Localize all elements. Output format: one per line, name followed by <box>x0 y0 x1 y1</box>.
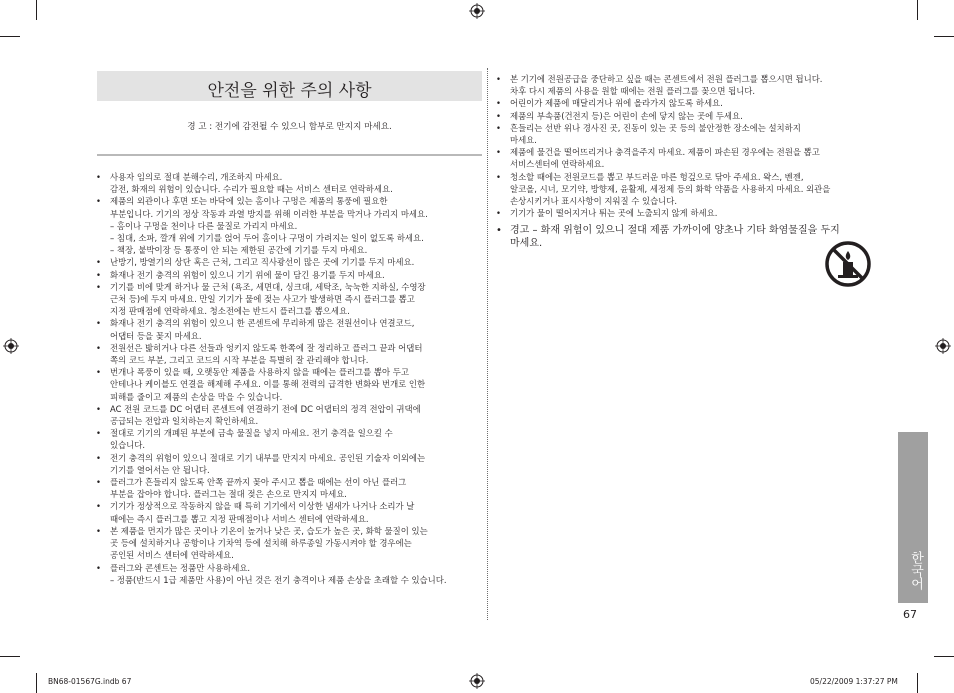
bullet: • <box>496 110 501 121</box>
registration-mark-icon <box>3 338 19 354</box>
shock-warning: 경 고 : 전기에 감전될 수 있으니 함부로 만지지 마세요. <box>187 122 392 132</box>
list-item-line: 제품의 부속품(건전지 등)은 어린이 손에 닿지 않는 곳에 두세요. <box>510 110 743 121</box>
bullet: • <box>96 281 101 292</box>
list-item-line: 본 제품을 먼지가 많은 곳이나 기온이 높거나 낮은 곳, 습도가 높은 곳, 화학 물질이 있는 <box>110 525 428 536</box>
bullet: • <box>96 452 101 463</box>
bullet: • <box>96 428 101 439</box>
crop-mark <box>934 656 954 657</box>
bullet: • <box>96 525 101 536</box>
page-title: 안전을 위한 주의 사항 <box>207 81 372 101</box>
list-item-line: 제품에 물건을 떨어뜨리거나 충격을주지 마세요. 제품이 파손된 경우에는 전원을 뽑고 <box>510 147 820 158</box>
bullet: • <box>96 318 101 329</box>
list-item <box>96 562 488 586</box>
list-item-line: 공급되는 전압과 일치하는지 확인하세요. <box>110 416 259 427</box>
left-column <box>96 171 488 586</box>
list-item-line: 전기 충격의 위험이 있으니 절대로 기기 내부를 만지지 마세요. 공인된 기술자 이외에는 <box>110 452 426 463</box>
registration-mark-icon <box>469 673 485 689</box>
no-open-flame-icon <box>824 240 872 288</box>
bullet: • <box>496 122 501 133</box>
list-item <box>496 73 888 97</box>
list-item-line: 플러그와 콘센트는 정품만 사용하세요. <box>110 562 251 573</box>
bullet: • <box>96 269 101 280</box>
list-item-line: 플러그가 흔들리지 않도록 안쪽 끝까지 꽂아 주시고 뽑을 때에는 선이 아닌 플러그 <box>110 477 407 488</box>
list-item <box>496 146 888 170</box>
bullet: • <box>96 172 101 182</box>
bullet: • <box>496 98 501 109</box>
bullet: • <box>496 171 501 182</box>
bullet: • <box>496 74 501 84</box>
bullet: • <box>496 208 501 219</box>
list-item <box>96 366 488 403</box>
list-item <box>96 281 488 318</box>
language-label: 한국어 <box>908 551 923 590</box>
list-item-line: 기기를 열어서는 안 됩니다. <box>110 464 210 475</box>
divider <box>97 154 482 156</box>
list-item-line: 어린이가 제품에 매달리거나 위에 올라가지 않도록 하세요. <box>510 98 723 109</box>
list-item-line: 기기가 물이 떨어지거나 튀는 곳에 노출되지 않게 하세요. <box>510 208 718 219</box>
crop-mark <box>934 36 954 37</box>
list-item-line: 사용자 임의로 절대 분해수리, 개조하지 마세요. <box>110 172 283 182</box>
page-number: 67 <box>903 608 917 621</box>
list-item <box>96 317 488 341</box>
list-item-line: – 책장, 붙박이장 등 통풍이 안 되는 제한된 공간에 기기를 두지 마세요. <box>110 245 368 256</box>
list-item-line: 마세요. <box>510 238 543 250</box>
list-item <box>496 97 888 109</box>
list-item <box>496 207 888 219</box>
list-item-line: 마세요. <box>510 135 537 146</box>
list-item <box>96 427 488 451</box>
list-item <box>96 269 488 281</box>
list-item <box>96 452 488 476</box>
crop-mark <box>917 673 918 693</box>
list-item <box>496 110 888 122</box>
list-item <box>96 171 488 195</box>
crop-mark <box>0 656 20 657</box>
bullet: • <box>496 147 501 158</box>
footer-file: BN68-01567G.indb 67 <box>48 677 132 686</box>
footer-timestamp: 05/22/2009 1:37:27 PM <box>810 677 898 686</box>
list-item-line: 화재나 전기 충격의 위험이 있으니 한 콘센트에 무리하게 많은 전원선이나 연결코드, <box>110 318 415 329</box>
crop-mark <box>36 0 37 20</box>
list-item-line: 화재나 전기 충격의 위험이 있으니 기기 위에 물이 담긴 용기를 두지 마세요. <box>110 269 385 280</box>
bullet: • <box>96 403 101 414</box>
list-item <box>96 403 488 427</box>
list-item-line: 공인된 서비스 센터에 연락하세요. <box>110 550 234 561</box>
list-item-line: 부분을 잡아야 합니다. 플러그는 절대 젖은 손으로 만지지 마세요. <box>110 489 347 500</box>
list-item <box>96 256 488 268</box>
list-item <box>496 122 888 146</box>
list-item-line: 차후 다시 제품의 사용을 원할 때에는 전원 플러그를 꽂으면 됩니다. <box>510 86 756 97</box>
registration-mark-icon <box>935 338 951 354</box>
list-item-line: 청소할 때에는 전원코드를 뽑고 부드러운 마른 헝겊으로 닦아 주세요. 왁스, 벤젠, <box>510 171 804 182</box>
list-item-line: 본 기기에 전원공급을 중단하고 싶을 때는 콘센트에서 전원 플러그를 뽑으시면 됩니다. <box>510 74 823 84</box>
registration-mark-icon <box>469 3 485 19</box>
column-divider <box>487 68 488 620</box>
section-title-bar <box>97 71 482 101</box>
crop-mark <box>0 36 20 37</box>
list-item-line: 알코올, 시너, 모기약, 방향제, 윤활제, 세정제 등의 화학 약품을 사용하지 마세요. 외관을 <box>510 183 831 194</box>
list-item-line: 서비스센터에 연락하세요. <box>510 159 605 170</box>
list-item-line: – 침대, 소파, 깔개 위에 기기를 얹어 두어 홈이나 구멍이 가려지는 일이 없도록 하세요. <box>110 233 424 244</box>
list-item-line: 어댑터 등을 꽂지 마세요. <box>110 330 202 341</box>
list-item-line: 제품의 외관이나 후면 또는 바닥에 있는 홈이나 구멍은 제품의 통풍에 필요한 <box>110 196 388 207</box>
bullet: • <box>496 225 502 236</box>
list-item <box>96 342 488 366</box>
bullet: • <box>96 501 101 512</box>
list-item-line: 기기가 정상적으로 작동하지 않을 때 특히 기기에서 이상한 냄새가 나거나 소리가 날 <box>110 501 415 512</box>
list-item-line: 부분입니다. 기기의 정상 작동과 과열 방지를 위해 이러한 부분을 막거나 가리지 마세요. <box>110 208 428 219</box>
bullet: • <box>96 196 101 207</box>
list-item-line: 전원선은 밟히거나 다른 선들과 엉키지 않도록 한쪽에 잘 정리하고 플러그 끝과 어댑터 <box>110 342 423 353</box>
list-item-line: 번개나 폭풍이 있을 때, 오랫동안 제품을 사용하지 않을 때에는 플러그를 뽑아 두고 <box>110 367 409 378</box>
list-item-line: 경고 – 화재 위험이 있으니 절대 제품 가까이에 양초나 기타 화염물질을 두지 <box>510 225 840 236</box>
list-item <box>96 195 488 256</box>
list-item-line: AC 전원 코드를 DC 어댑터 콘센트에 연결하기 전에 DC 어댑터의 정격 전압이 귀댁에 <box>110 403 421 414</box>
list-item-line: 피해를 줄이고 제품의 손상을 막을 수 있습니다. <box>110 391 283 402</box>
list-item-line: 기기를 비에 맞게 하거나 물 근처 (욕조, 세면대, 싱크대, 세탁조, 눅눅한 지하실, 수영장 <box>110 281 426 292</box>
list-item-line: 있습니다. <box>110 440 146 451</box>
list-item <box>96 500 488 524</box>
list-item-line: 난방기, 방열기의 상단 혹은 근처, 그리고 직사광선이 많은 곳에 기기를 두지 마세요. <box>110 257 415 268</box>
list-item <box>96 525 488 562</box>
crop-mark <box>36 673 37 693</box>
list-item-line: 때에는 즉시 플러그를 뽑고 지정 판매점이나 서비스 센터에 연락하세요. <box>110 513 369 524</box>
list-item-line: 흔들리는 선반 위나 경사진 곳, 진동이 있는 곳 등의 불안정한 장소에는 설치하지 <box>510 122 801 133</box>
list-item-line: 근처 등)에 두지 마세요. 만일 기기가 물에 젖는 사고가 발생하면 즉시 플러그를 뽑고 <box>110 294 415 305</box>
crop-mark <box>917 0 918 20</box>
list-item <box>96 476 488 500</box>
list-item-line: 절대로 기기의 개폐된 부분에 금속 물질을 넣지 마세요. 전기 충격을 일으킬 수 <box>110 428 393 439</box>
list-item-line: 곳 등에 설치하거나 공항이나 기차역 등에 설치해 하루종일 가동시켜야 할 경우에는 <box>110 538 412 549</box>
list-item-line: – 홈이나 구멍을 천이나 다른 물질로 가리지 마세요. <box>110 220 298 231</box>
language-tab <box>898 432 928 603</box>
list-item-line: 손상시키거나 표시사항이 지워질 수 있습니다. <box>510 196 678 207</box>
right-column <box>496 73 888 219</box>
list-item-line: – 정품(반드시 1급 제품만 사용)이 아닌 것은 전기 충격이나 제품 손상을 초래할 수 있습니다. <box>110 574 447 585</box>
bullet: • <box>96 257 101 268</box>
list-item-line: 쪽의 코드 부분, 그리고 코드의 시작 부분을 특별히 잘 관리해야 합니다. <box>110 355 369 366</box>
list-item-line: 감전, 화재의 위험이 있습니다. 수리가 필요할 때는 서비스 센터로 연락하세요. <box>110 184 393 195</box>
list-item-line: 안테나나 케이블도 연결을 해제해 주세요. 이를 통해 전력의 급격한 변화와 번개로 인한 <box>110 379 426 390</box>
bullet: • <box>96 367 101 378</box>
bullet: • <box>96 477 101 488</box>
bullet: • <box>96 342 101 353</box>
bullet: • <box>96 562 101 573</box>
list-item <box>496 171 888 208</box>
list-item-line: 지정 판매점에 연락하세요. 청소전에는 반드시 플러그를 뽑으세요. <box>110 306 350 317</box>
